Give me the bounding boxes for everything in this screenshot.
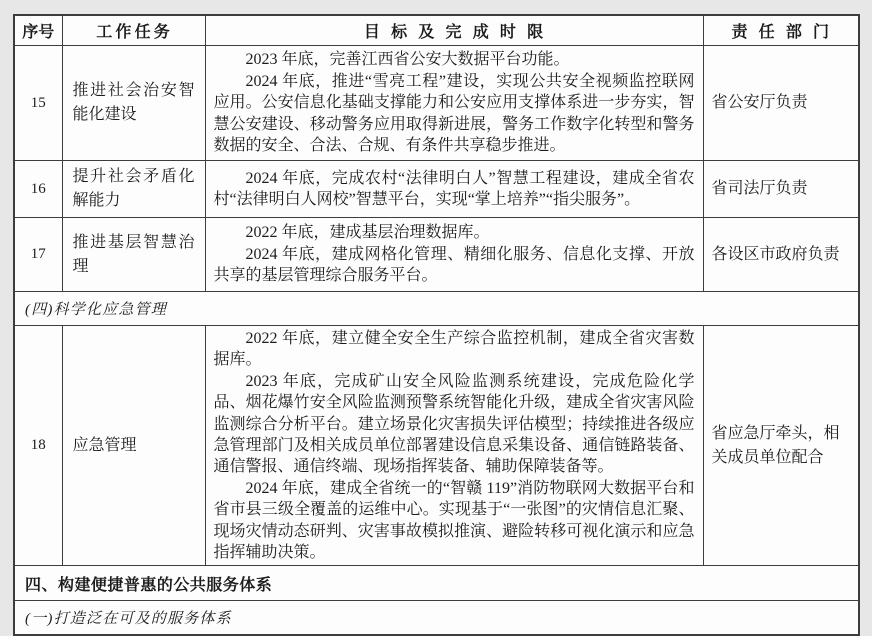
goal-paragraph: 2023 年底，完善江西省公安大数据平台功能。 [245,51,570,69]
row-number: 16 [14,161,62,218]
chapter-row [14,566,859,601]
table-header-row [14,15,859,46]
chapter-label: 四、构建便捷普惠的公共服务体系 [14,566,859,601]
table-row [14,46,859,161]
table-row [14,326,859,566]
task-cell: 应急管理 [62,326,205,566]
dept-cell: 省应急厅牵头，相关成员单位配合 [703,326,859,566]
goal-paragraph: 2023 年底，完成矿山安全风险监测系统建设，完成危险化学品、烟花爆竹安全风险监测预警系统智能化升级，建成全省灾害风险监测综合分析平台。建立场景化灾害损失评估模型；持续推进各级应急管理部门及相关成员单位部署建设信息采集设备、通信链路装备、通信警报、通信终端、现场指挥装备、辅助保障装备等。 [213,372,695,476]
header-col-goal: 目标及完成时限 [205,15,703,46]
goal-paragraph: 2024 年底，完成农村“法律明白人”智慧工程建设，建成全省农村“法律明白人网校”智慧平台，实现“掌上培养”“指尖服务”。 [213,169,695,208]
goal-paragraph: 2022 年底，建立健全安全生产综合监控机制，建成全省灾害数据库。 [213,330,695,369]
goals-cell [205,161,703,218]
goal-paragraph: 2024 年底，建成网格化管理、精细化服务、信息化支撑、开放共享的基层管理综合服务平台。 [213,245,695,285]
task-cell: 提升社会矛盾化解能力 [62,161,205,218]
dept-cell: 各设区市政府负责 [703,218,859,292]
header-col-dept: 责任部门 [703,15,859,46]
task-cell: 推进基层智慧治理 [62,218,205,292]
row-number: 17 [14,218,62,292]
header-col-task: 工作任务 [62,15,205,46]
goal-paragraph: 2024 年底，推进“雪亮工程”建设，实现公共安全视频监控联网应用。公安信息化基础支撑能力和公安应用支撑体系进一步夯实，智慧公安建设、移动警务应用取得新进展，警务工作数字化转型和警务数据的安全、合法、合规、有条件共享稳步推进。 [213,72,695,155]
table-row [14,161,859,218]
goals-cell [205,218,703,292]
document-page [13,14,860,636]
row-number: 18 [14,326,62,566]
goal-paragraph: 2022 年底，建成基层治理数据库。 [245,224,490,242]
dept-cell: 省公安厅负责 [703,46,859,161]
header-col-no: 序号 [14,15,62,46]
section-label: (一)打造泛在可及的服务体系 [14,601,859,636]
task-cell: 推进社会治安智能化建设 [62,46,205,161]
row-number: 15 [14,46,62,161]
goals-cell [205,326,703,566]
section-label: (四)科学化应急管理 [14,292,859,326]
table-row [14,218,859,292]
plan-table [13,14,860,636]
goals-cell [205,46,703,161]
section-row [14,292,859,326]
section-row [14,601,859,636]
goal-paragraph: 2024 年底，建成全省统一的“智赣 119”消防物联网大数据平台和省市县三级全覆盖的运维中心。实现基于“一张图”的灾情信息汇聚、现场灾情动态研判、灾害事故模拟推演、避险转移可视化演示和应急指挥辅助决策。 [213,479,695,562]
dept-cell: 省司法厅负责 [703,161,859,218]
